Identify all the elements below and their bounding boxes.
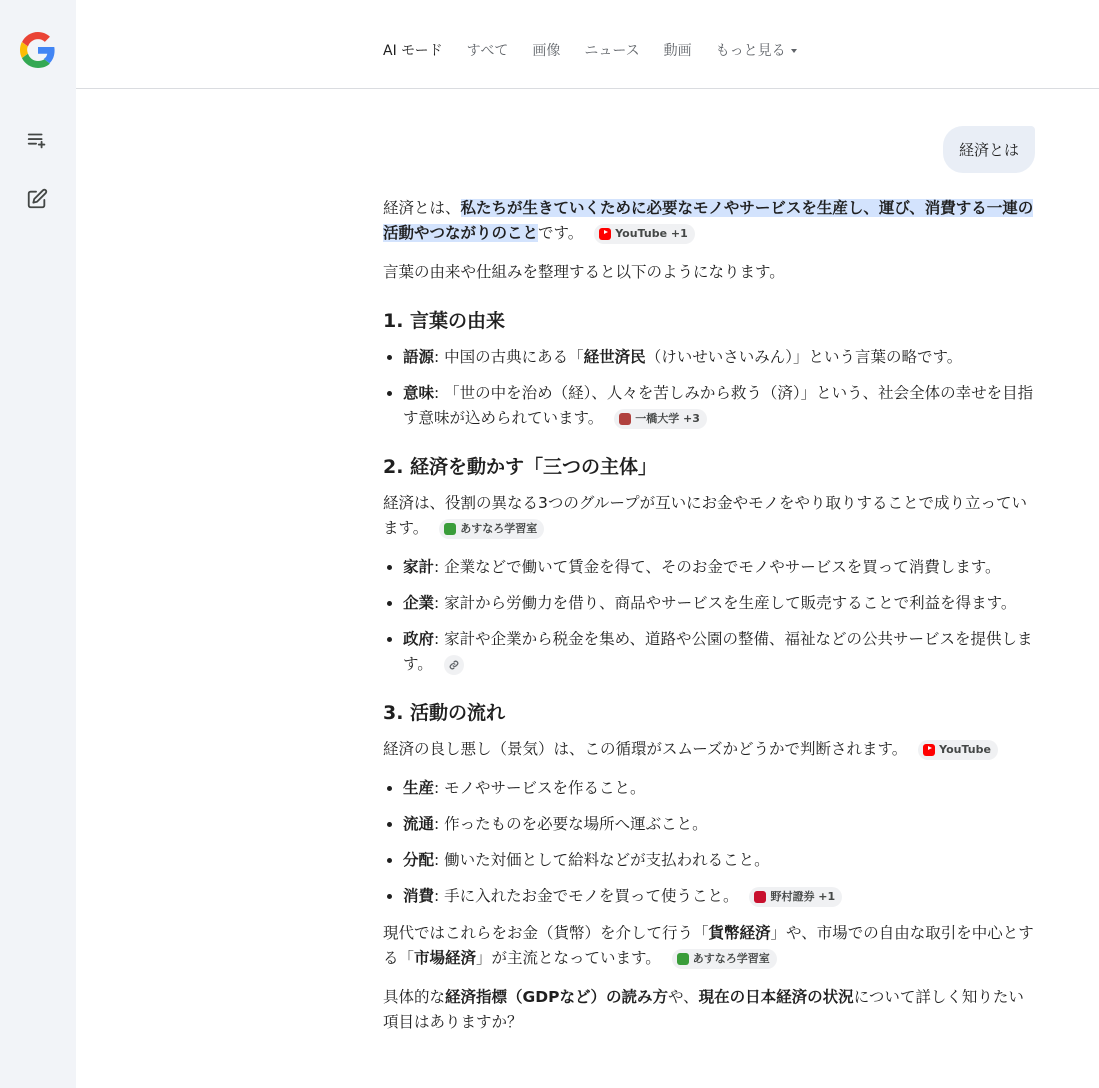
tab-videos[interactable]: 動画 bbox=[663, 43, 692, 59]
edit-icon[interactable] bbox=[24, 186, 50, 212]
closing-text: 」や、市場での自由な取引を中心とする「 bbox=[383, 924, 1034, 967]
item-term: 生産 bbox=[403, 779, 435, 797]
item-text: : 企業などで働いて賃金を得て、そのお金でモノやサービスを買って消費します。 bbox=[434, 558, 1001, 576]
closing-paragraph bbox=[383, 921, 1035, 971]
list-item bbox=[403, 884, 1035, 909]
section-heading: 3. 活動の流れ bbox=[383, 702, 506, 724]
intro-tail: です。 bbox=[538, 224, 584, 242]
closing-text: 」が主流となっています。 bbox=[476, 949, 661, 967]
list-item bbox=[403, 627, 1035, 677]
source-chip[interactable] bbox=[749, 887, 842, 907]
source-chip[interactable] bbox=[672, 949, 777, 969]
section2-list bbox=[383, 555, 1035, 677]
follow-up-question bbox=[383, 985, 1035, 1035]
user-query-bubble: 経済とは bbox=[943, 126, 1035, 173]
source-chip-label: あすなろ学習室 bbox=[692, 951, 770, 965]
search-tabs bbox=[383, 40, 797, 60]
youtube-icon bbox=[923, 744, 935, 756]
item-term: 流通 bbox=[403, 815, 435, 833]
item-text: : 働いた対価として給料などが支払われること。 bbox=[434, 851, 770, 869]
closing-text: 現代ではこれらをお金（貨幣）を介して行う「 bbox=[383, 924, 709, 942]
tab-news[interactable]: ニュース bbox=[584, 43, 640, 59]
item-term: 家計 bbox=[403, 558, 435, 576]
tab-more-label: もっと見る bbox=[715, 43, 786, 59]
closing-text: 具体的な bbox=[383, 988, 446, 1006]
list-item bbox=[403, 381, 1035, 431]
item-text: : 手に入れたお金でモノを買って使うこと。 bbox=[434, 887, 739, 905]
source-chip-label: 一橋大学 +3 bbox=[635, 411, 700, 425]
closing-bold: 市場経済 bbox=[414, 949, 477, 967]
section-heading: 2. 経済を動かす「三つの主体」 bbox=[383, 456, 658, 478]
ai-answer bbox=[383, 196, 1035, 1049]
list-item bbox=[403, 776, 1035, 801]
item-text: : 「世の中を治め（経）、人々を苦しみから救う（済）」という、社会全体の幸せを目指す意味が込められています。 bbox=[403, 384, 1034, 427]
source-chip-label: 野村證券 +1 bbox=[770, 889, 836, 903]
source-chip[interactable] bbox=[614, 409, 707, 429]
link-icon bbox=[449, 660, 459, 670]
item-text: : モノやサービスを作ること。 bbox=[434, 779, 646, 797]
item-term: 分配 bbox=[403, 851, 435, 869]
intro-highlight: 私たちが生きていくために必要なモノやサービスを生産し、運び、消費する一連の活動やつながりのこと bbox=[383, 199, 1034, 242]
closing-bold: 現在の日本経済の状況 bbox=[698, 988, 854, 1006]
source-chip[interactable] bbox=[594, 224, 695, 244]
section2-intro bbox=[383, 491, 1035, 541]
item-text: : 作ったものを必要な場所へ運ぶこと。 bbox=[434, 815, 708, 833]
answer-sub-intro: 言葉の由来や仕組みを整理すると以下のようになります。 bbox=[383, 263, 785, 281]
source-chip-label: YouTube +1 bbox=[615, 226, 688, 240]
asunaro-icon bbox=[677, 953, 689, 965]
item-term: 企業 bbox=[403, 594, 435, 612]
item-term: 意味 bbox=[403, 384, 435, 402]
list-item bbox=[403, 848, 1035, 873]
section3-intro bbox=[383, 737, 1035, 762]
intro-lead: 経済とは、 bbox=[383, 199, 461, 217]
section-intro-text: 経済は、役割の異なる3つのグループが互いにお金やモノをやり取りすることで成り立っています。 bbox=[383, 494, 1027, 537]
item-text: : 家計から労働力を借り、商品やサービスを生産して販売することで利益を得ます。 bbox=[434, 594, 1017, 612]
closing-bold: 貨幣経済 bbox=[708, 924, 771, 942]
item-text: （けいせいさいみん）」という言葉の略です。 bbox=[645, 348, 963, 366]
tab-all[interactable]: すべて bbox=[466, 43, 509, 59]
tab-ai-mode[interactable]: AI モード bbox=[383, 43, 443, 59]
source-chip-label: あすなろ学習室 bbox=[460, 521, 538, 535]
link-chip[interactable] bbox=[444, 655, 464, 675]
section-intro-text: 経済の良し悪し（景気）は、この循環がスムーズかどうかで判断されます。 bbox=[383, 740, 908, 758]
source-chip[interactable] bbox=[918, 740, 998, 760]
tab-images[interactable]: 画像 bbox=[532, 43, 561, 59]
chevron-down-icon bbox=[791, 49, 797, 53]
item-term: 語源 bbox=[403, 348, 435, 366]
item-text: : 家計や企業から税金を集め、道路や公園の整備、福祉などの公共サービスを提供します。 bbox=[403, 630, 1033, 673]
university-icon bbox=[619, 413, 631, 425]
list-item bbox=[403, 812, 1035, 837]
youtube-icon bbox=[599, 228, 611, 240]
nomura-icon bbox=[754, 891, 766, 903]
source-chip-label: YouTube bbox=[939, 742, 991, 756]
list-item bbox=[403, 555, 1035, 580]
section1-list bbox=[383, 345, 1035, 431]
item-text: : 中国の古典にある「 bbox=[434, 348, 584, 366]
closing-bold: 経済指標（GDPなど）の読み方 bbox=[445, 988, 668, 1006]
answer-intro bbox=[383, 196, 1035, 246]
sidebar bbox=[0, 0, 76, 1088]
list-item bbox=[403, 345, 1035, 370]
closing-text: について詳しく知りたい項目はありますか？ bbox=[383, 988, 1024, 1031]
item-bold: 経世済民 bbox=[583, 348, 646, 366]
section-heading: 1. 言葉の由来 bbox=[383, 310, 506, 332]
google-logo[interactable] bbox=[20, 32, 56, 68]
asunaro-icon bbox=[444, 523, 456, 535]
closing-text: や、 bbox=[667, 988, 699, 1006]
list-item bbox=[403, 591, 1035, 616]
tab-more[interactable] bbox=[716, 40, 797, 60]
item-term: 消費 bbox=[403, 887, 435, 905]
new-thread-icon[interactable] bbox=[24, 127, 50, 153]
section3-list bbox=[383, 776, 1035, 909]
item-term: 政府 bbox=[403, 630, 435, 648]
source-chip[interactable] bbox=[439, 519, 544, 539]
top-nav bbox=[76, 0, 1099, 89]
